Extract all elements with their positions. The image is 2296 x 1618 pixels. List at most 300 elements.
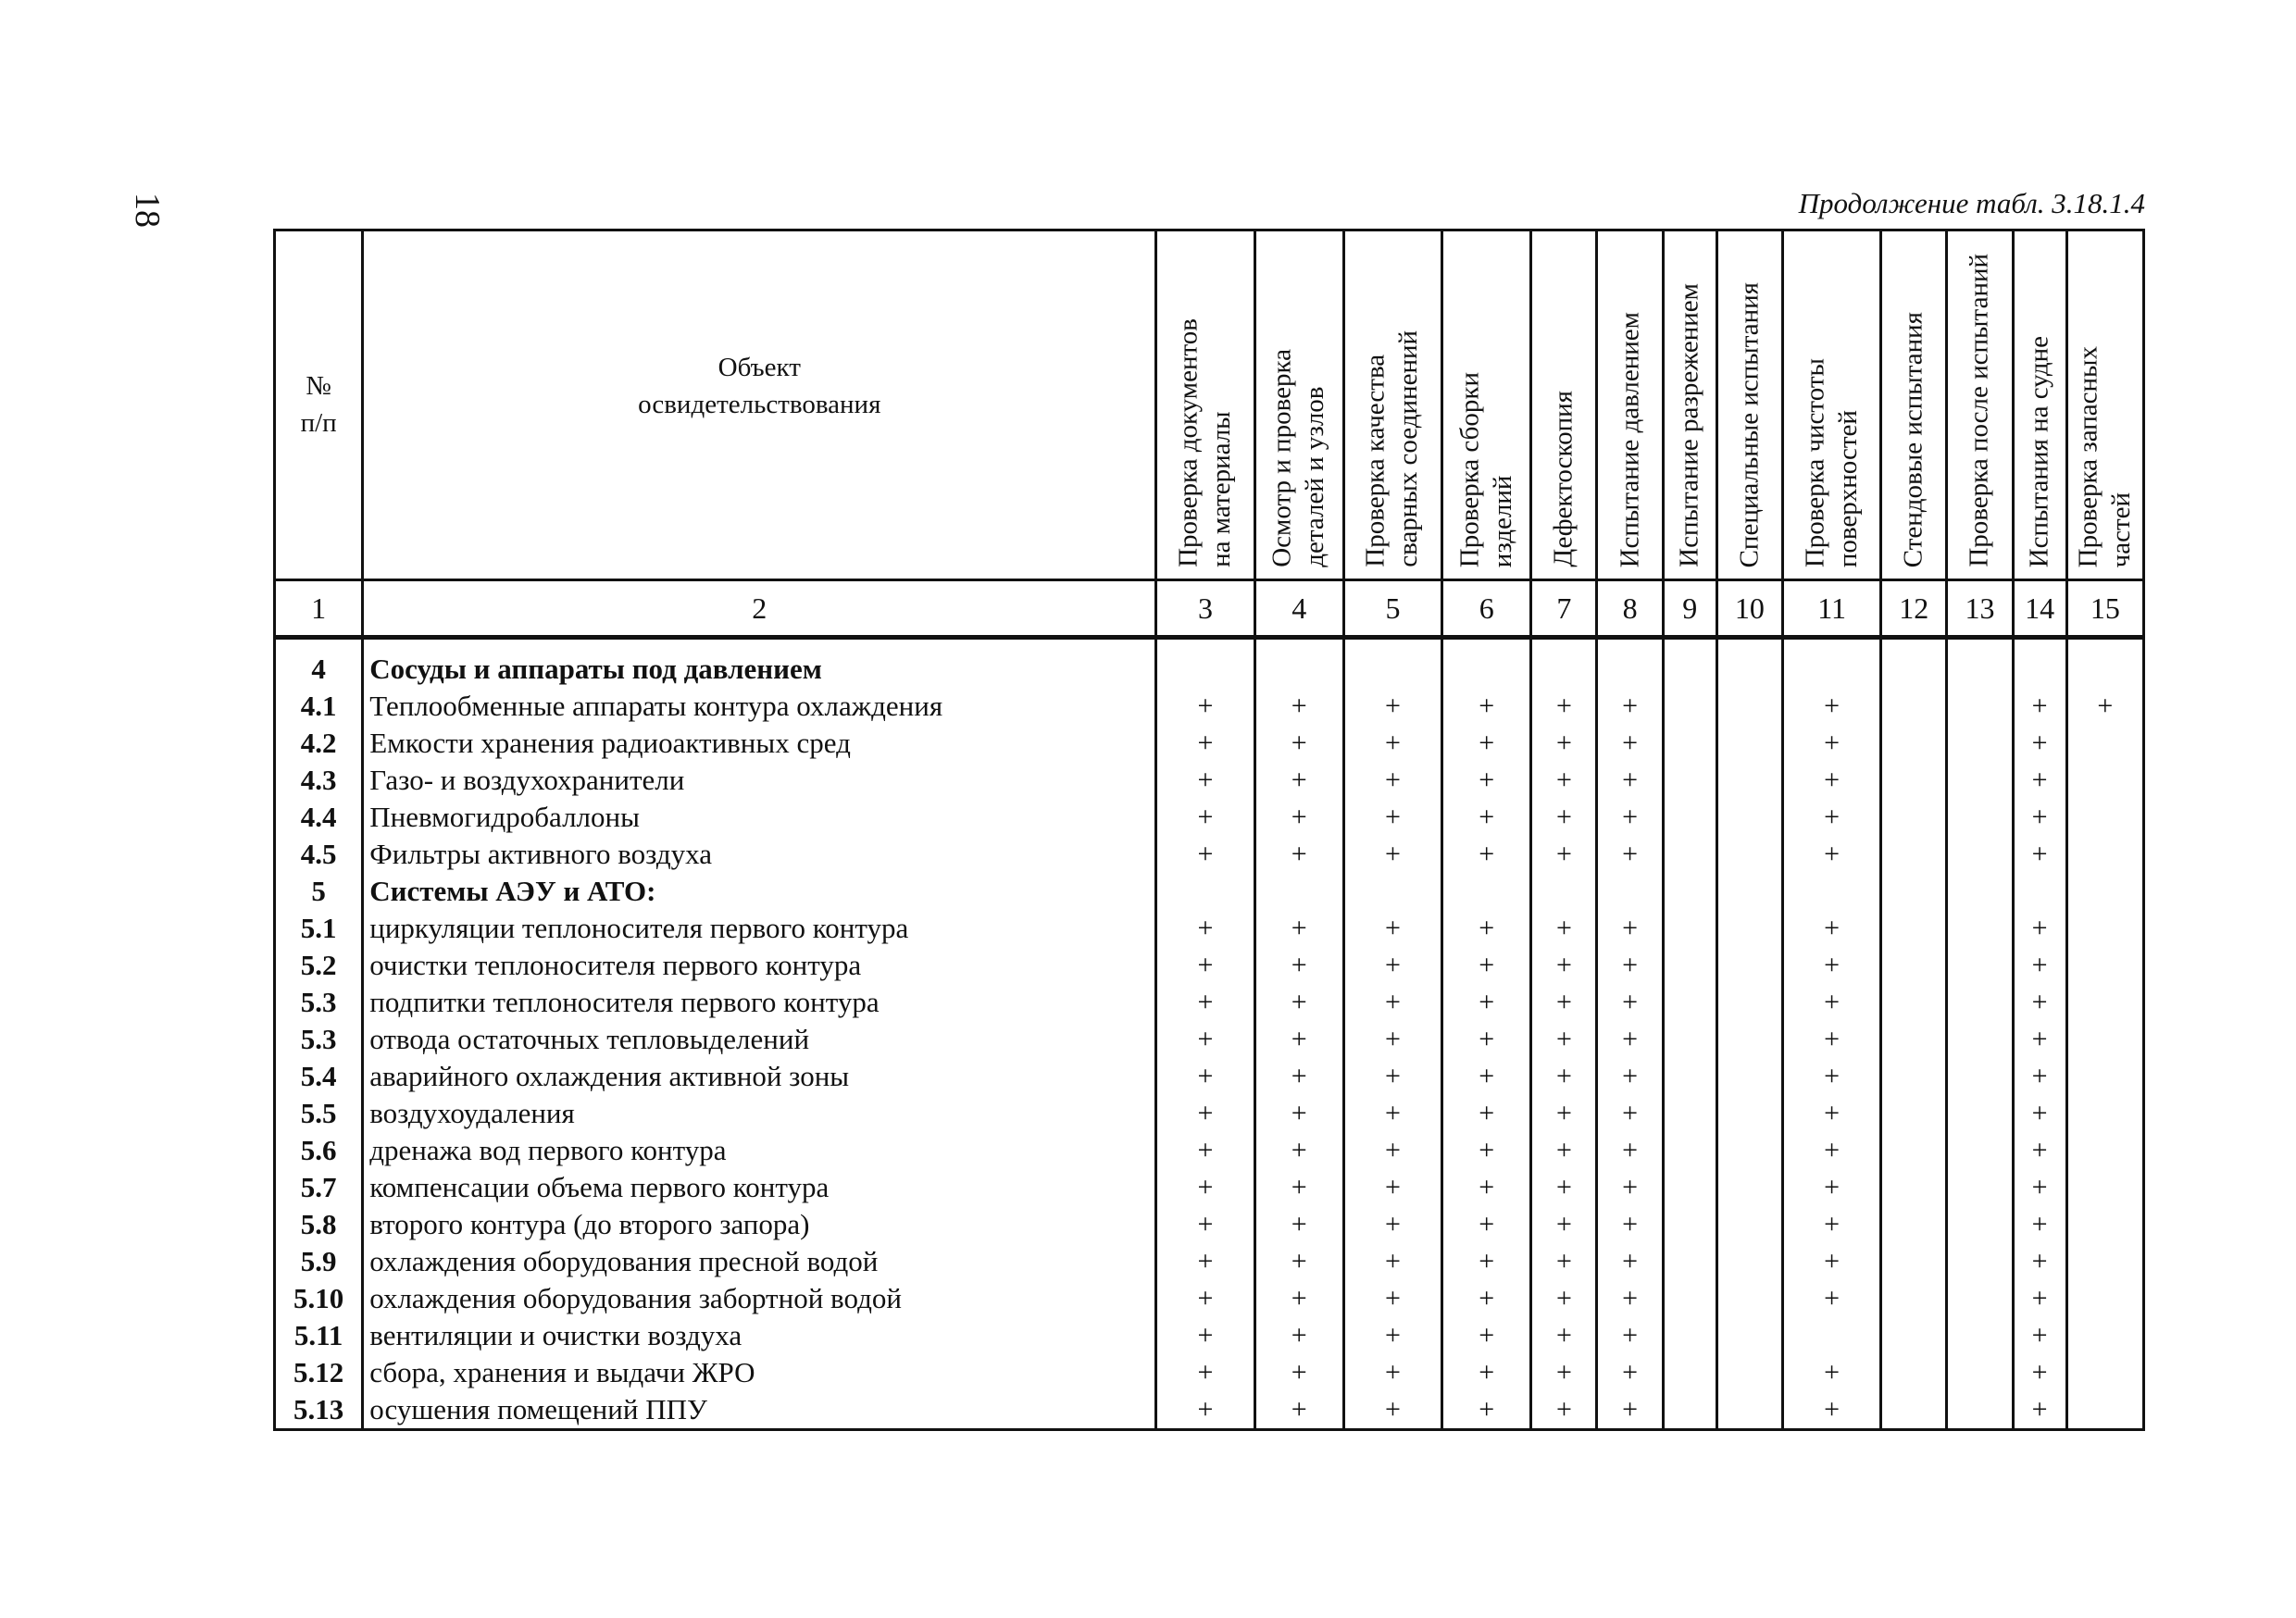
check-mark-cell: [1947, 984, 2013, 1021]
column-number: 10: [1716, 580, 1782, 638]
check-mark-cell: [1782, 638, 1880, 689]
check-mark-cell: +: [2013, 1391, 2066, 1430]
check-mark-cell: [2066, 1317, 2143, 1354]
table-row: [275, 1243, 2144, 1280]
table-row: [275, 836, 2144, 873]
row-number: 4: [275, 638, 363, 689]
row-number: 5.5: [275, 1095, 363, 1132]
table-row: [275, 688, 2144, 725]
check-mark-cell: +: [2013, 1280, 2066, 1317]
check-mark-cell: [1442, 638, 1531, 689]
check-mark-cell: +: [1254, 725, 1343, 762]
check-mark-cell: [1782, 873, 1880, 910]
check-mark-cell: +: [1254, 1169, 1343, 1206]
object-name: Пневмогидробаллоны: [363, 799, 1156, 836]
check-mark-cell: [1947, 1021, 2013, 1058]
check-mark-cell: [1716, 1243, 1782, 1280]
check-mark-cell: +: [1254, 688, 1343, 725]
check-mark-cell: [1881, 947, 1947, 984]
check-mark-cell: [1947, 688, 2013, 725]
header-object: Объект освидетельствования: [363, 230, 1156, 580]
header-check: Проверка после испытаний: [1947, 230, 2013, 580]
check-mark-cell: +: [1254, 1206, 1343, 1243]
check-mark-cell: +: [1597, 1021, 1663, 1058]
check-mark-cell: +: [2013, 1317, 2066, 1354]
check-mark-cell: +: [1782, 1169, 1880, 1206]
check-mark-cell: [1881, 1021, 1947, 1058]
object-name: подпитки теплоносителя первого контура: [363, 984, 1156, 1021]
check-mark-cell: +: [2013, 762, 2066, 799]
check-mark-cell: +: [1597, 1243, 1663, 1280]
check-mark-cell: [1663, 762, 1716, 799]
check-mark-cell: +: [1531, 1095, 1597, 1132]
table-row: [275, 799, 2144, 836]
check-mark-cell: +: [2013, 1169, 2066, 1206]
object-name: Фильтры активного воздуха: [363, 836, 1156, 873]
check-mark-cell: +: [1442, 947, 1531, 984]
check-mark-cell: +: [1442, 1206, 1531, 1243]
check-mark-cell: +: [1442, 1095, 1531, 1132]
check-mark-cell: [1716, 1391, 1782, 1430]
row-number: 5.13: [275, 1391, 363, 1430]
check-mark-cell: +: [2066, 688, 2143, 725]
table-row: [275, 1206, 2144, 1243]
row-number: 5.2: [275, 947, 363, 984]
check-mark-cell: [1716, 1354, 1782, 1391]
row-number: 5.11: [275, 1317, 363, 1354]
check-mark-cell: +: [1782, 910, 1880, 947]
header-check: Стендовые испытания: [1881, 230, 1947, 580]
check-mark-cell: +: [1442, 984, 1531, 1021]
check-mark-cell: [1947, 725, 2013, 762]
row-number: 4.3: [275, 762, 363, 799]
check-mark-cell: [1716, 947, 1782, 984]
table-body: [275, 638, 2144, 1430]
check-mark-cell: [1663, 1169, 1716, 1206]
check-mark-cell: +: [1442, 1317, 1531, 1354]
column-number: 2: [363, 580, 1156, 638]
check-mark-cell: [1881, 1243, 1947, 1280]
check-mark-cell: +: [1597, 1095, 1663, 1132]
check-mark-cell: +: [1343, 984, 1441, 1021]
check-mark-cell: +: [1597, 688, 1663, 725]
check-mark-cell: [1947, 836, 2013, 873]
column-number: 1: [275, 580, 363, 638]
table-row: [275, 947, 2144, 984]
check-mark-cell: [2013, 873, 2066, 910]
check-mark-cell: [1663, 1058, 1716, 1095]
check-mark-cell: +: [1343, 1206, 1441, 1243]
row-number: 5.7: [275, 1169, 363, 1206]
check-mark-cell: [1716, 910, 1782, 947]
check-mark-cell: +: [1442, 799, 1531, 836]
check-mark-cell: [1716, 688, 1782, 725]
check-mark-cell: [1881, 1280, 1947, 1317]
table-row: [275, 910, 2144, 947]
column-number: 8: [1597, 580, 1663, 638]
check-mark-cell: +: [1343, 762, 1441, 799]
check-mark-cell: +: [1531, 1391, 1597, 1430]
column-number: 4: [1254, 580, 1343, 638]
check-mark-cell: [1881, 910, 1947, 947]
column-number: 3: [1156, 580, 1254, 638]
check-mark-cell: [1947, 1169, 2013, 1206]
check-mark-cell: +: [1343, 947, 1441, 984]
check-mark-cell: +: [1156, 1169, 1254, 1206]
check-mark-cell: +: [1782, 1132, 1880, 1169]
check-mark-cell: [1156, 638, 1254, 689]
check-mark-cell: +: [1343, 1095, 1441, 1132]
check-mark-cell: +: [1442, 1280, 1531, 1317]
check-mark-cell: [2066, 1354, 2143, 1391]
object-name: очистки теплоносителя первого контура: [363, 947, 1156, 984]
check-mark-cell: +: [1597, 1132, 1663, 1169]
check-mark-cell: +: [1156, 762, 1254, 799]
object-name: Емкости хранения радиоактивных сред: [363, 725, 1156, 762]
row-number: 5.10: [275, 1280, 363, 1317]
object-name: отвода остаточных тепловыделений: [363, 1021, 1156, 1058]
check-mark-cell: [1881, 1206, 1947, 1243]
header-row: [275, 230, 2144, 580]
check-mark-cell: +: [1254, 799, 1343, 836]
table-row: [275, 1095, 2144, 1132]
check-mark-cell: [1663, 1095, 1716, 1132]
check-mark-cell: +: [2013, 799, 2066, 836]
check-mark-cell: [2066, 947, 2143, 984]
check-mark-cell: [1716, 1021, 1782, 1058]
section-row: [275, 638, 2144, 689]
check-mark-cell: +: [1156, 984, 1254, 1021]
header-check: Проверка чистоты поверхностей: [1782, 230, 1880, 580]
check-mark-cell: +: [1343, 1317, 1441, 1354]
column-number: 5: [1343, 580, 1441, 638]
row-number: 5.6: [275, 1132, 363, 1169]
header-check: Испытание давлением: [1597, 230, 1663, 580]
check-mark-cell: [2066, 910, 2143, 947]
check-mark-cell: +: [1531, 688, 1597, 725]
check-mark-cell: +: [1442, 1058, 1531, 1095]
check-mark-cell: +: [2013, 1058, 2066, 1095]
check-mark-cell: +: [1156, 725, 1254, 762]
check-mark-cell: +: [1442, 1243, 1531, 1280]
check-mark-cell: +: [1531, 947, 1597, 984]
check-mark-cell: [1716, 1095, 1782, 1132]
check-mark-cell: +: [1156, 910, 1254, 947]
check-mark-cell: [1663, 910, 1716, 947]
object-name: охлаждения оборудования забортной водой: [363, 1280, 1156, 1317]
check-mark-cell: [1663, 688, 1716, 725]
check-mark-cell: +: [1442, 1354, 1531, 1391]
check-mark-cell: +: [1531, 1021, 1597, 1058]
check-mark-cell: +: [1343, 1169, 1441, 1206]
check-mark-cell: +: [1597, 1391, 1663, 1430]
check-mark-cell: +: [1597, 1169, 1663, 1206]
check-mark-cell: [1254, 638, 1343, 689]
header-check: Специальные испытания: [1716, 230, 1782, 580]
check-mark-cell: [2066, 836, 2143, 873]
inspection-table: [273, 229, 2145, 1431]
check-mark-cell: [1881, 836, 1947, 873]
object-name: Теплообменные аппараты контура охлаждения: [363, 688, 1156, 725]
check-mark-cell: [1947, 1317, 2013, 1354]
check-mark-cell: [2066, 799, 2143, 836]
column-number: 11: [1782, 580, 1880, 638]
check-mark-cell: [1947, 910, 2013, 947]
check-mark-cell: +: [1343, 725, 1441, 762]
check-mark-cell: [1663, 1243, 1716, 1280]
check-mark-cell: [1597, 638, 1663, 689]
check-mark-cell: [1716, 1169, 1782, 1206]
check-mark-cell: +: [1442, 1391, 1531, 1430]
check-mark-cell: +: [1343, 1058, 1441, 1095]
row-number: 5.3: [275, 984, 363, 1021]
check-mark-cell: [2066, 725, 2143, 762]
check-mark-cell: [1947, 1243, 2013, 1280]
check-mark-cell: [1663, 984, 1716, 1021]
check-mark-cell: +: [1597, 799, 1663, 836]
check-mark-cell: [1947, 638, 2013, 689]
check-mark-cell: +: [1531, 1243, 1597, 1280]
check-mark-cell: [1716, 1206, 1782, 1243]
check-mark-cell: [1442, 873, 1531, 910]
check-mark-cell: [1663, 1132, 1716, 1169]
check-mark-cell: +: [2013, 947, 2066, 984]
check-mark-cell: [1716, 1058, 1782, 1095]
check-mark-cell: +: [1531, 725, 1597, 762]
object-name: циркуляции теплоносителя первого контура: [363, 910, 1156, 947]
check-mark-cell: [1716, 836, 1782, 873]
check-mark-cell: +: [1531, 1280, 1597, 1317]
check-mark-cell: +: [1597, 1206, 1663, 1243]
check-mark-cell: +: [1254, 1280, 1343, 1317]
check-mark-cell: +: [1254, 984, 1343, 1021]
check-mark-cell: +: [1156, 799, 1254, 836]
check-mark-cell: +: [1597, 1058, 1663, 1095]
check-mark-cell: [1947, 762, 2013, 799]
check-mark-cell: +: [1782, 762, 1880, 799]
object-name: Газо- и воздухохранители: [363, 762, 1156, 799]
check-mark-cell: [1947, 1391, 2013, 1430]
header-check: Проверка качества сварных соединений: [1343, 230, 1441, 580]
check-mark-cell: [2066, 638, 2143, 689]
object-name: сбора, хранения и выдачи ЖРО: [363, 1354, 1156, 1391]
check-mark-cell: +: [1442, 725, 1531, 762]
check-mark-cell: [1254, 873, 1343, 910]
object-name: компенсации объема первого контура: [363, 1169, 1156, 1206]
check-mark-cell: +: [1156, 947, 1254, 984]
section-row: [275, 873, 2144, 910]
check-mark-cell: +: [1597, 1317, 1663, 1354]
table-row: [275, 1391, 2144, 1430]
row-number: 5.1: [275, 910, 363, 947]
header-check: Дефектоскопия: [1531, 230, 1597, 580]
table-row: [275, 1317, 2144, 1354]
check-mark-cell: +: [1156, 1021, 1254, 1058]
check-mark-cell: [1663, 1206, 1716, 1243]
table-row: [275, 1021, 2144, 1058]
row-number: 4.4: [275, 799, 363, 836]
check-mark-cell: [1343, 873, 1441, 910]
check-mark-cell: +: [2013, 910, 2066, 947]
check-mark-cell: [1881, 725, 1947, 762]
check-mark-cell: +: [1254, 1243, 1343, 1280]
check-mark-cell: +: [1343, 836, 1441, 873]
check-mark-cell: +: [1597, 725, 1663, 762]
check-mark-cell: [1156, 873, 1254, 910]
check-mark-cell: +: [1531, 1317, 1597, 1354]
check-mark-cell: [1663, 873, 1716, 910]
check-mark-cell: +: [2013, 1206, 2066, 1243]
row-number: 4.2: [275, 725, 363, 762]
check-mark-cell: +: [1531, 1132, 1597, 1169]
check-mark-cell: +: [1343, 1391, 1441, 1430]
object-name: дренажа вод первого контура: [363, 1132, 1156, 1169]
check-mark-cell: +: [1343, 1243, 1441, 1280]
check-mark-cell: +: [1597, 984, 1663, 1021]
check-mark-cell: +: [1156, 1206, 1254, 1243]
check-mark-cell: +: [1782, 984, 1880, 1021]
check-mark-cell: +: [1343, 1021, 1441, 1058]
table-row: [275, 1132, 2144, 1169]
column-number: 6: [1442, 580, 1531, 638]
check-mark-cell: [1716, 799, 1782, 836]
header-check: Проверка запасных частей: [2066, 230, 2143, 580]
check-mark-cell: +: [1782, 1058, 1880, 1095]
check-mark-cell: [2066, 1206, 2143, 1243]
check-mark-cell: +: [1782, 1021, 1880, 1058]
row-number: 5: [275, 873, 363, 910]
check-mark-cell: [1947, 947, 2013, 984]
check-mark-cell: [1716, 984, 1782, 1021]
check-mark-cell: +: [1782, 799, 1880, 836]
check-mark-cell: +: [1442, 688, 1531, 725]
check-mark-cell: [2013, 638, 2066, 689]
check-mark-cell: [1716, 762, 1782, 799]
check-mark-cell: [1663, 1317, 1716, 1354]
check-mark-cell: +: [1254, 1132, 1343, 1169]
check-mark-cell: [1947, 873, 2013, 910]
header-check: Осмотр и проверка деталей и узлов: [1254, 230, 1343, 580]
check-mark-cell: [2066, 762, 2143, 799]
check-mark-cell: +: [1254, 1058, 1343, 1095]
check-mark-cell: +: [1343, 688, 1441, 725]
check-mark-cell: +: [1531, 984, 1597, 1021]
check-mark-cell: [1881, 799, 1947, 836]
column-number: 14: [2013, 580, 2066, 638]
check-mark-cell: +: [1782, 725, 1880, 762]
check-mark-cell: [1531, 873, 1597, 910]
table-continuation-caption: Продолжение табл. 3.18.1.4: [1798, 187, 2145, 219]
column-number: 7: [1531, 580, 1597, 638]
check-mark-cell: +: [1254, 947, 1343, 984]
check-mark-cell: +: [1782, 1206, 1880, 1243]
section-title: Системы АЭУ и АТО:: [363, 873, 1156, 910]
check-mark-cell: +: [1531, 910, 1597, 947]
check-mark-cell: [1947, 1132, 2013, 1169]
check-mark-cell: [2066, 1095, 2143, 1132]
check-mark-cell: [2066, 873, 2143, 910]
check-mark-cell: [1716, 1280, 1782, 1317]
check-mark-cell: [2066, 984, 2143, 1021]
header-check: Испытания на судне: [2013, 230, 2066, 580]
check-mark-cell: [1881, 638, 1947, 689]
check-mark-cell: +: [1442, 1132, 1531, 1169]
table-row: [275, 725, 2144, 762]
check-mark-cell: [1881, 1058, 1947, 1095]
check-mark-cell: [2066, 1280, 2143, 1317]
header-check: Проверка документов на материалы: [1156, 230, 1254, 580]
check-mark-cell: +: [1156, 1354, 1254, 1391]
check-mark-cell: [1881, 1095, 1947, 1132]
check-mark-cell: [1782, 1317, 1880, 1354]
check-mark-cell: [1716, 638, 1782, 689]
object-name: второго контура (до второго запора): [363, 1206, 1156, 1243]
check-mark-cell: +: [1531, 1206, 1597, 1243]
check-mark-cell: +: [1597, 1280, 1663, 1317]
object-name: воздухоудаления: [363, 1095, 1156, 1132]
check-mark-cell: +: [1156, 1317, 1254, 1354]
check-mark-cell: +: [2013, 1021, 2066, 1058]
check-mark-cell: [1663, 638, 1716, 689]
check-mark-cell: +: [1343, 1354, 1441, 1391]
check-mark-cell: +: [1531, 1354, 1597, 1391]
check-mark-cell: +: [1782, 1391, 1880, 1430]
row-number: 5.8: [275, 1206, 363, 1243]
check-mark-cell: +: [1156, 1391, 1254, 1430]
check-mark-cell: [1881, 1317, 1947, 1354]
row-number: 5.12: [275, 1354, 363, 1391]
column-number-row: [275, 580, 2144, 638]
check-mark-cell: +: [1782, 1095, 1880, 1132]
table-row: [275, 1058, 2144, 1095]
check-mark-cell: [1947, 1280, 2013, 1317]
check-mark-cell: +: [1782, 1243, 1880, 1280]
table-row: [275, 1280, 2144, 1317]
header-number: № п/п: [275, 230, 363, 580]
check-mark-cell: +: [1343, 1132, 1441, 1169]
row-number: 5.4: [275, 1058, 363, 1095]
check-mark-cell: [1947, 1095, 2013, 1132]
table-row: [275, 762, 2144, 799]
check-mark-cell: +: [2013, 688, 2066, 725]
check-mark-cell: [1597, 873, 1663, 910]
check-mark-cell: [2066, 1021, 2143, 1058]
check-mark-cell: +: [1782, 836, 1880, 873]
section-title: Сосуды и аппараты под давлением: [363, 638, 1156, 689]
check-mark-cell: +: [2013, 1243, 2066, 1280]
check-mark-cell: +: [1531, 799, 1597, 836]
check-mark-cell: +: [1254, 836, 1343, 873]
table-row: [275, 984, 2144, 1021]
check-mark-cell: +: [1254, 1391, 1343, 1430]
check-mark-cell: [1881, 762, 1947, 799]
check-mark-cell: +: [2013, 1132, 2066, 1169]
check-mark-cell: [1663, 725, 1716, 762]
column-number: 12: [1881, 580, 1947, 638]
check-mark-cell: [1947, 1354, 2013, 1391]
check-mark-cell: +: [1254, 1317, 1343, 1354]
check-mark-cell: +: [1531, 762, 1597, 799]
check-mark-cell: [1663, 1391, 1716, 1430]
check-mark-cell: [2066, 1058, 2143, 1095]
check-mark-cell: [2066, 1169, 2143, 1206]
check-mark-cell: +: [1531, 1169, 1597, 1206]
object-name: вентиляции и очистки воздуха: [363, 1317, 1156, 1354]
check-mark-cell: +: [1597, 947, 1663, 984]
check-mark-cell: [2066, 1132, 2143, 1169]
check-mark-cell: [1531, 638, 1597, 689]
page-number: 18: [128, 193, 167, 228]
